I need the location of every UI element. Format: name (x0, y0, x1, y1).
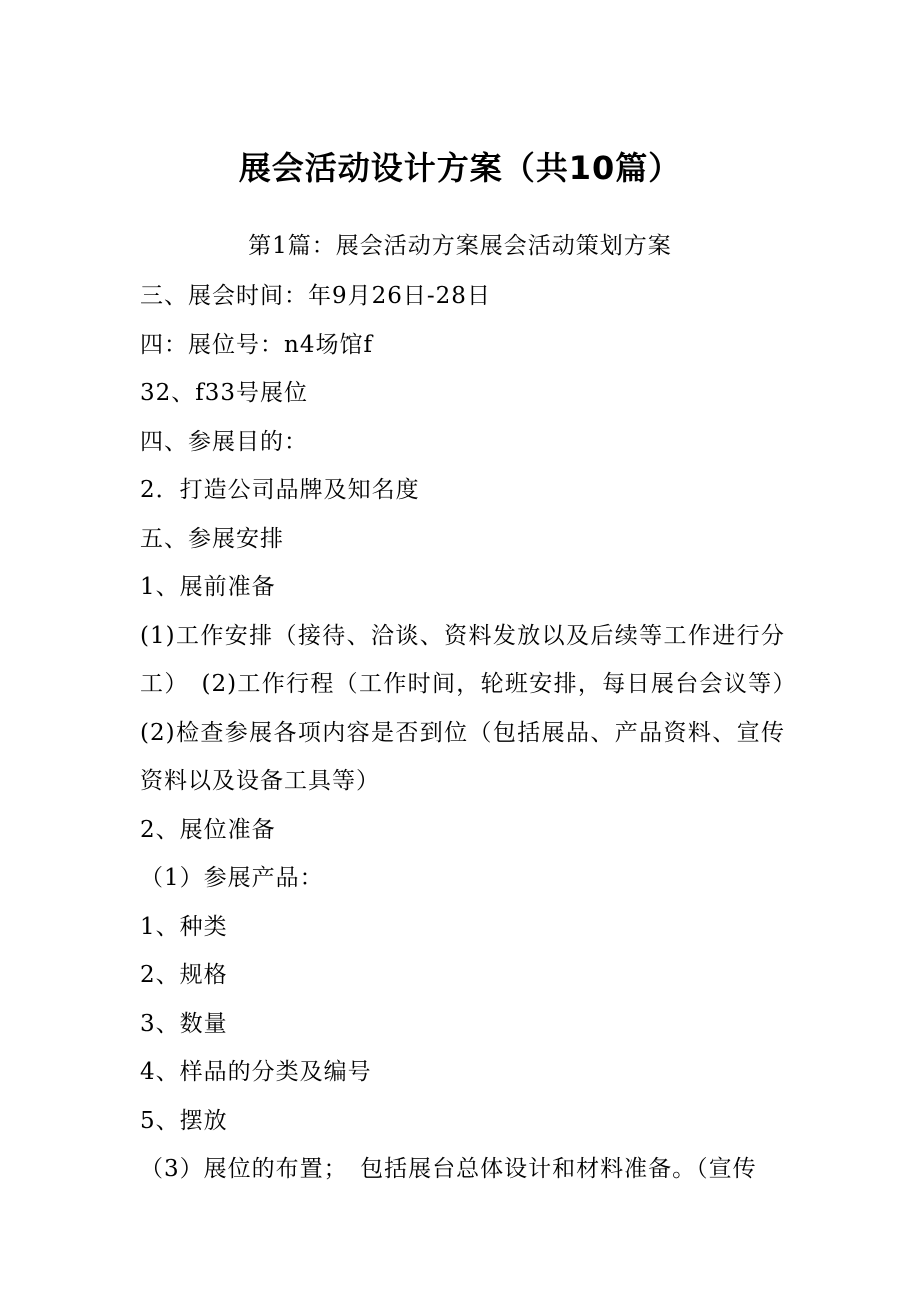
document-title: 展会活动设计方案（共10篇） (238, 149, 682, 187)
text-line: 32、f33号展位 (140, 380, 309, 406)
document-subtitle: 第1篇：展会活动方案展会活动策划方案 (248, 233, 672, 259)
text-line: 四、参展目的： (140, 428, 308, 455)
text-line: 4、样品的分类及编号 (140, 1059, 372, 1085)
text-line: 五、参展安排 (140, 525, 284, 552)
document-body (140, 272, 809, 1194)
text-line: 四：展位号：n4场馆f (140, 331, 373, 358)
text-paragraph: (1)工作安排（接待、洽谈、资料发放以及后续等工作进行分工） (2)工作行程（工作时间，轮班安排，每日展台会议等） (2)检查参展各项内容是否到位（包括展品、产品资料、宣传资料以及设备工具等） (140, 622, 809, 794)
text-line: （3）展位的布置； 包括展台总体设计和材料准备。（宣传 (140, 1156, 757, 1182)
text-line: 三、展会时间：年9月26日-28日 (140, 283, 491, 309)
text-line: （1）参展产品： (140, 865, 324, 891)
text-line: 5、摆放 (140, 1107, 228, 1134)
text-line: 1、展前准备 (140, 574, 276, 600)
text-line: 2、规格 (140, 962, 228, 988)
text-line: 3、数量 (140, 1010, 228, 1037)
text-line: 2．打造公司品牌及知名度 (140, 477, 420, 503)
text-line: 1、种类 (140, 913, 228, 940)
text-line: 2、展位准备 (140, 816, 276, 843)
